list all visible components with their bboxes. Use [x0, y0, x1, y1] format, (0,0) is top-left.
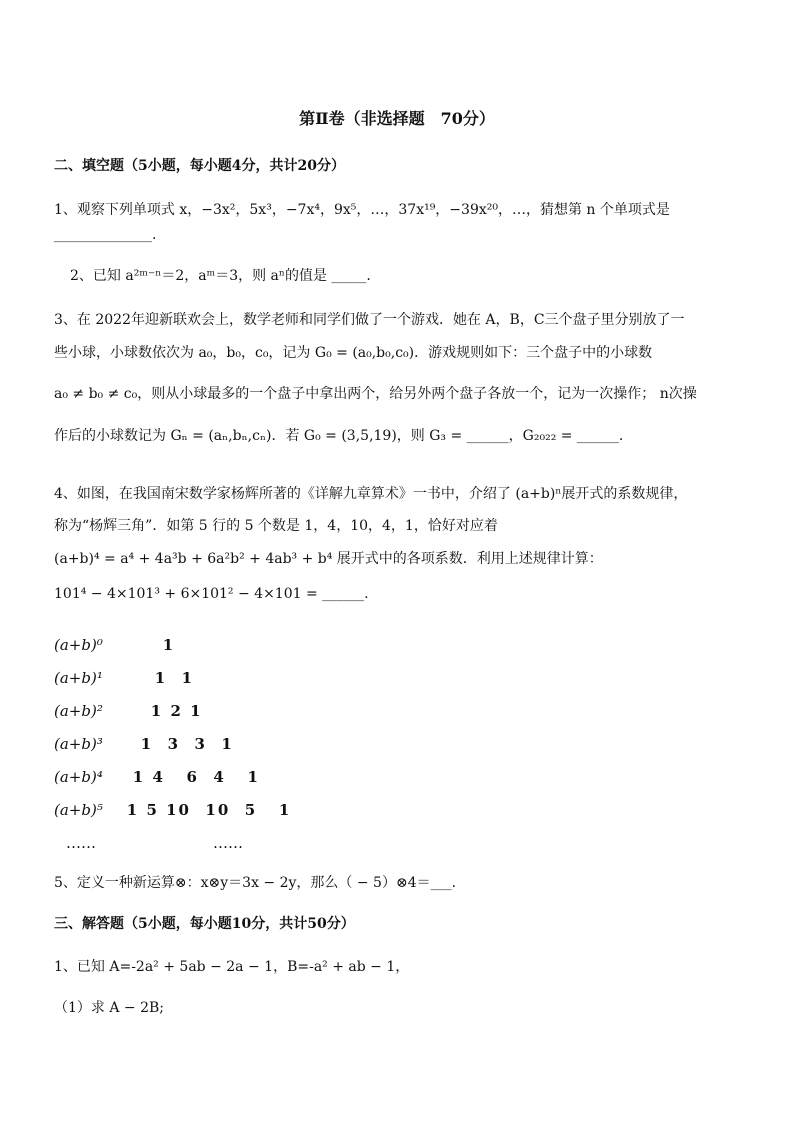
question-2-1-text: 1、观察下列单项式 x，−3x²，5x³，−7x⁴，9x⁵，…，37x¹⁹，−39x²⁰，…，猜想第 n 个单项式是: [54, 202, 670, 218]
question-2-3-line-1: 3、在 2022年迎新联欢会上，数学老师和同学们做了一个游戏．她在 A，B，C三个盘子里分别放了一: [54, 312, 685, 328]
question-2-1-blank: ______________.: [54, 227, 157, 243]
question-2-2-text: 2、已知 a²ᵐ⁻ⁿ＝2，aᵐ＝3，则 aⁿ的值是 _____.: [70, 268, 371, 284]
coefficients: 1: [162, 636, 176, 654]
question-2-4-line-2: 称为“杨辉三角”．如第 5 行的 5 个数是 1，4，10，4，1，恰好对应着: [54, 518, 498, 534]
yang-hui-row-2: [54, 700, 203, 722]
question-2-4-line-3: (a+b)⁴ = a⁴ + 4a³b + 6a²b² + 4ab³ + b⁴ 展开式中的各项系数．利用上述规律计算：: [54, 551, 603, 567]
yang-hui-ellipsis-left: ……: [66, 834, 96, 852]
question-3-1-part-1: （1）求 A − 2B;: [54, 1000, 165, 1016]
section-3-heading: 三、解答题（5小题，每小题10分，共计50分）: [54, 916, 355, 932]
question-2-3-line-3: a₀ ≠ b₀ ≠ c₀，则从小球最多的一个盘子中拿出两个，给另外两个盘子各放一个，记为一次操作； n次操: [54, 386, 697, 402]
yang-hui-row-1: [54, 667, 194, 689]
coefficients: 1 2 1: [150, 702, 203, 720]
yang-hui-row-5: [54, 799, 291, 821]
question-2-3-line-4: 作后的小球数记为 Gₙ = (aₙ,bₙ,cₙ)．若 G₀ = (3,5,19)，则 G₃ = ______，G₂₀₂₂ = ______.: [54, 428, 624, 444]
binomial-power: (a+b)⁰: [54, 636, 103, 654]
yang-hui-ellipsis-right: ……: [213, 834, 243, 852]
coefficients: 1 1: [154, 669, 195, 687]
coefficients: 1 5 10 10 5 1: [126, 801, 292, 819]
binomial-power: (a+b)²: [54, 702, 103, 720]
question-2-4-line-4: 101⁴ − 4×101³ + 6×101² − 4×101 = ______.: [54, 586, 369, 602]
question-2-4-line-1: 4、如图，在我国南宋数学家杨辉所著的《详解九章算术》一书中，介绍了 (a+b)ⁿ展开式的系数规律，: [54, 486, 688, 502]
binomial-power: (a+b)⁴: [54, 768, 103, 786]
yang-hui-row-4: [54, 766, 260, 788]
binomial-power: (a+b)⁵: [54, 801, 103, 819]
yang-hui-row-0: [54, 634, 175, 656]
yang-hui-row-3: [54, 733, 234, 755]
question-2-3-line-2: 些小球，小球数依次为 a₀，b₀，c₀，记为 G₀ = (a₀,b₀,c₀)．游戏规则如下：三个盘子中的小球数: [54, 345, 653, 361]
question-2-5-text: 5、定义一种新运算⊗：x⊗y＝3x − 2y，那么（ − 5）⊗4＝___.: [54, 875, 457, 891]
question-3-1-text: 1、已知 A=-2a² + 5ab − 2a − 1，B=-a² + ab − 1，: [54, 959, 410, 975]
binomial-power: (a+b)¹: [54, 669, 103, 687]
coefficients: 1 4 6 4 1: [132, 768, 260, 786]
binomial-power: (a+b)³: [54, 735, 103, 753]
section-2-heading: 二、填空题（5小题，每小题4分，共计20分）: [54, 158, 345, 174]
coefficients: 1 3 3 1: [140, 735, 234, 753]
page-title: 第Ⅱ卷（非选择题 70分）: [299, 109, 495, 128]
